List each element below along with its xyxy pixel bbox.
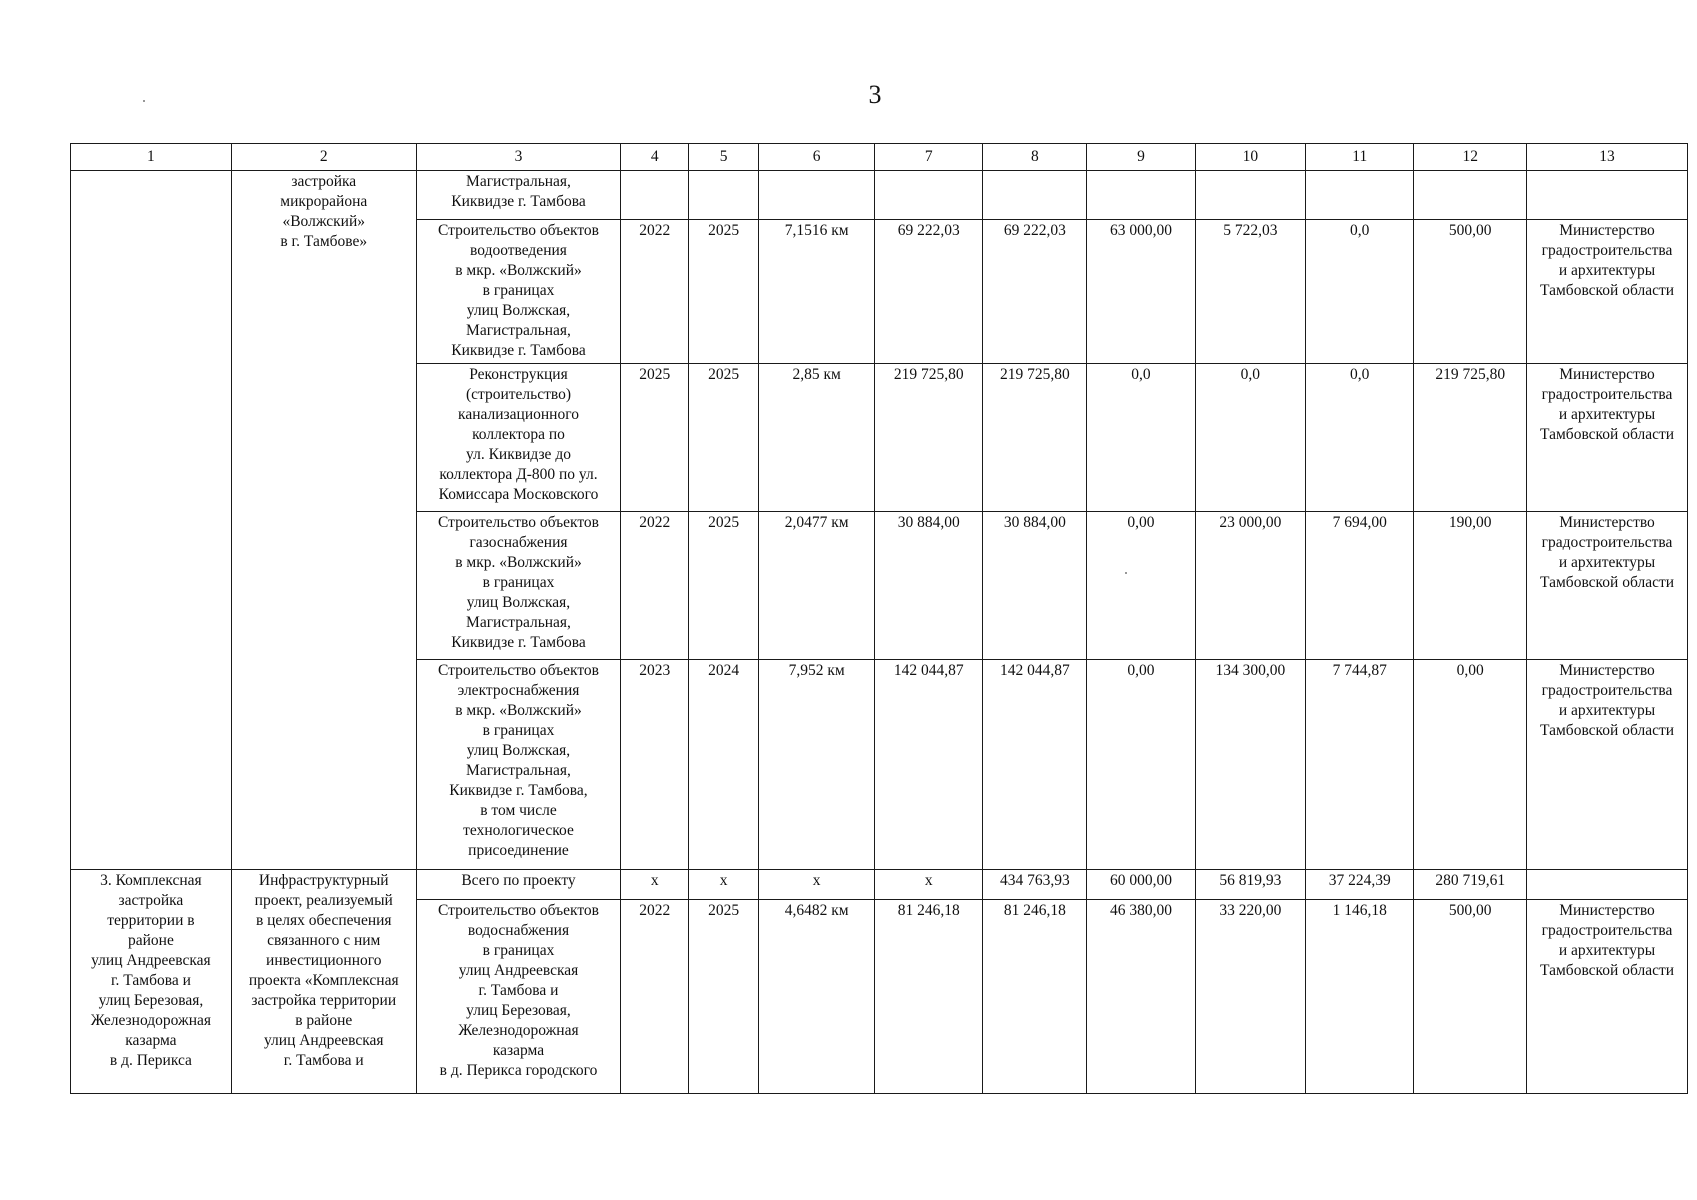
start-year-cell: 2023 [621,660,689,870]
value-cell: 142 044,87 [983,660,1087,870]
end-year-cell: 2025 [689,512,759,660]
value-cell: 0,0 [1306,364,1414,512]
value-cell: 81 246,18 [983,900,1087,1094]
value-cell: 0,0 [1087,364,1195,512]
value-cell: 56 819,93 [1195,870,1305,900]
object-name-cell: Строительство объектов электроснабжения в мкр. «Волжский» в границах улиц Волжская, Магистральная, Киквидзе г. Тамбова, в том числе технологическое присоединение [416,660,621,870]
value-cell: 69 222,03 [875,220,983,364]
table-row [71,171,1688,220]
value-cell: 46 380,00 [1087,900,1195,1094]
object-name-cell: Строительство объектов водоотведения в мкр. «Волжский» в границах улиц Волжская, Магистральная, Киквидзе г. Тамбова [416,220,621,364]
value-cell: 1 146,18 [1306,900,1414,1094]
value-cell: 134 300,00 [1195,660,1305,870]
value-cell: 63 000,00 [1087,220,1195,364]
value-cell: 33 220,00 [1195,900,1305,1094]
column-header: 8 [983,144,1087,171]
end-year-cell: 2025 [689,900,759,1094]
value-cell: 37 224,39 [1306,870,1414,900]
column-header: 5 [689,144,759,171]
executor-cell: Министерство градостроительства и архитектуры Тамбовской области [1527,220,1688,364]
data-table [70,143,1688,1094]
column-header: 11 [1306,144,1414,171]
value-cell: 219 725,80 [875,364,983,512]
project-title-cell [71,171,232,870]
value-cell: 219 725,80 [1414,364,1527,512]
end-year-cell: 2025 [689,364,759,512]
project-title-cell: 3. Комплексная застройка территории в районе улиц Андреевская г. Тамбова и улиц Березовая, Железнодорожная казарма в д. Перикса [71,870,232,1094]
value-cell: х [875,870,983,900]
value-cell: 0,00 [1414,660,1527,870]
column-header: 4 [621,144,689,171]
column-number-row [71,144,1688,171]
end-year-cell: 2024 [689,660,759,870]
value-cell: 0,00 [1087,512,1195,660]
value-cell: 5 722,03 [1195,220,1305,364]
total-label-cell: Всего по проекту [416,870,621,900]
value-cell: 7 694,00 [1306,512,1414,660]
column-header: 13 [1527,144,1688,171]
column-header: 7 [875,144,983,171]
table-row-total [71,870,1688,900]
scan-speck [143,100,145,102]
value-cell: 190,00 [1414,512,1527,660]
start-year-cell: 2022 [621,220,689,364]
capacity-cell: 2,85 км [759,364,875,512]
column-header: 1 [71,144,232,171]
scan-speck [1125,572,1127,574]
value-cell: 142 044,87 [875,660,983,870]
value-cell: 280 719,61 [1414,870,1527,900]
value-cell: 0,0 [1195,364,1305,512]
value-cell: 0,0 [1306,220,1414,364]
value-cell: 0,00 [1087,660,1195,870]
project-description-cell: застройка микрорайона «Волжский» в г. Тамбове» [231,171,416,870]
start-year-cell: 2022 [621,512,689,660]
column-header: 3 [416,144,621,171]
value-cell: 69 222,03 [983,220,1087,364]
executor-cell: Министерство градостроительства и архитектуры Тамбовской области [1527,900,1688,1094]
value-cell: 500,00 [1414,900,1527,1094]
end-year-cell: х [689,870,759,900]
executor-cell [1527,870,1688,900]
value-cell: 219 725,80 [983,364,1087,512]
value-cell: 30 884,00 [983,512,1087,660]
value-cell: 23 000,00 [1195,512,1305,660]
project-description-cell: Инфраструктурный проект, реализуемый в целях обеспечения связанного с ним инвестиционного проекта «Комплексная застройка территории в районе улиц Андреевская г. Тамбова и [231,870,416,1094]
end-year-cell: 2025 [689,220,759,364]
object-name-cell: Реконструкция (строительство) канализационного коллектора по ул. Киквидзе до коллектора Д-800 по ул. Комиссара Московского [416,364,621,512]
object-name-cell: Строительство объектов газоснабжения в мкр. «Волжский» в границах улиц Волжская, Магистральная, Киквидзе г. Тамбова [416,512,621,660]
capacity-cell: х [759,870,875,900]
column-header: 2 [231,144,416,171]
value-cell: 81 246,18 [875,900,983,1094]
start-year-cell: х [621,870,689,900]
column-header: 6 [759,144,875,171]
value-cell: 60 000,00 [1087,870,1195,900]
executor-cell: Министерство градостроительства и архитектуры Тамбовской области [1527,512,1688,660]
value-cell: 434 763,93 [983,870,1087,900]
start-year-cell: 2022 [621,900,689,1094]
object-name-cell: Магистральная, Киквидзе г. Тамбова [416,171,621,220]
page-number: 3 [868,80,882,109]
start-year-cell: 2025 [621,364,689,512]
value-cell: 30 884,00 [875,512,983,660]
value-cell: 500,00 [1414,220,1527,364]
object-name-cell: Строительство объектов водоснабжения в границах улиц Андреевская г. Тамбова и улиц Березовая, Железнодорожная казарма в д. Перикса городского [416,900,621,1094]
capacity-cell: 7,952 км [759,660,875,870]
capacity-cell: 4,6482 км [759,900,875,1094]
executor-cell: Министерство градостроительства и архитектуры Тамбовской области [1527,364,1688,512]
capacity-cell: 2,0477 км [759,512,875,660]
capacity-cell: 7,1516 км [759,220,875,364]
column-header: 9 [1087,144,1195,171]
value-cell: 7 744,87 [1306,660,1414,870]
executor-cell: Министерство градостроительства и архитектуры Тамбовской области [1527,660,1688,870]
column-header: 12 [1414,144,1527,171]
column-header: 10 [1195,144,1305,171]
